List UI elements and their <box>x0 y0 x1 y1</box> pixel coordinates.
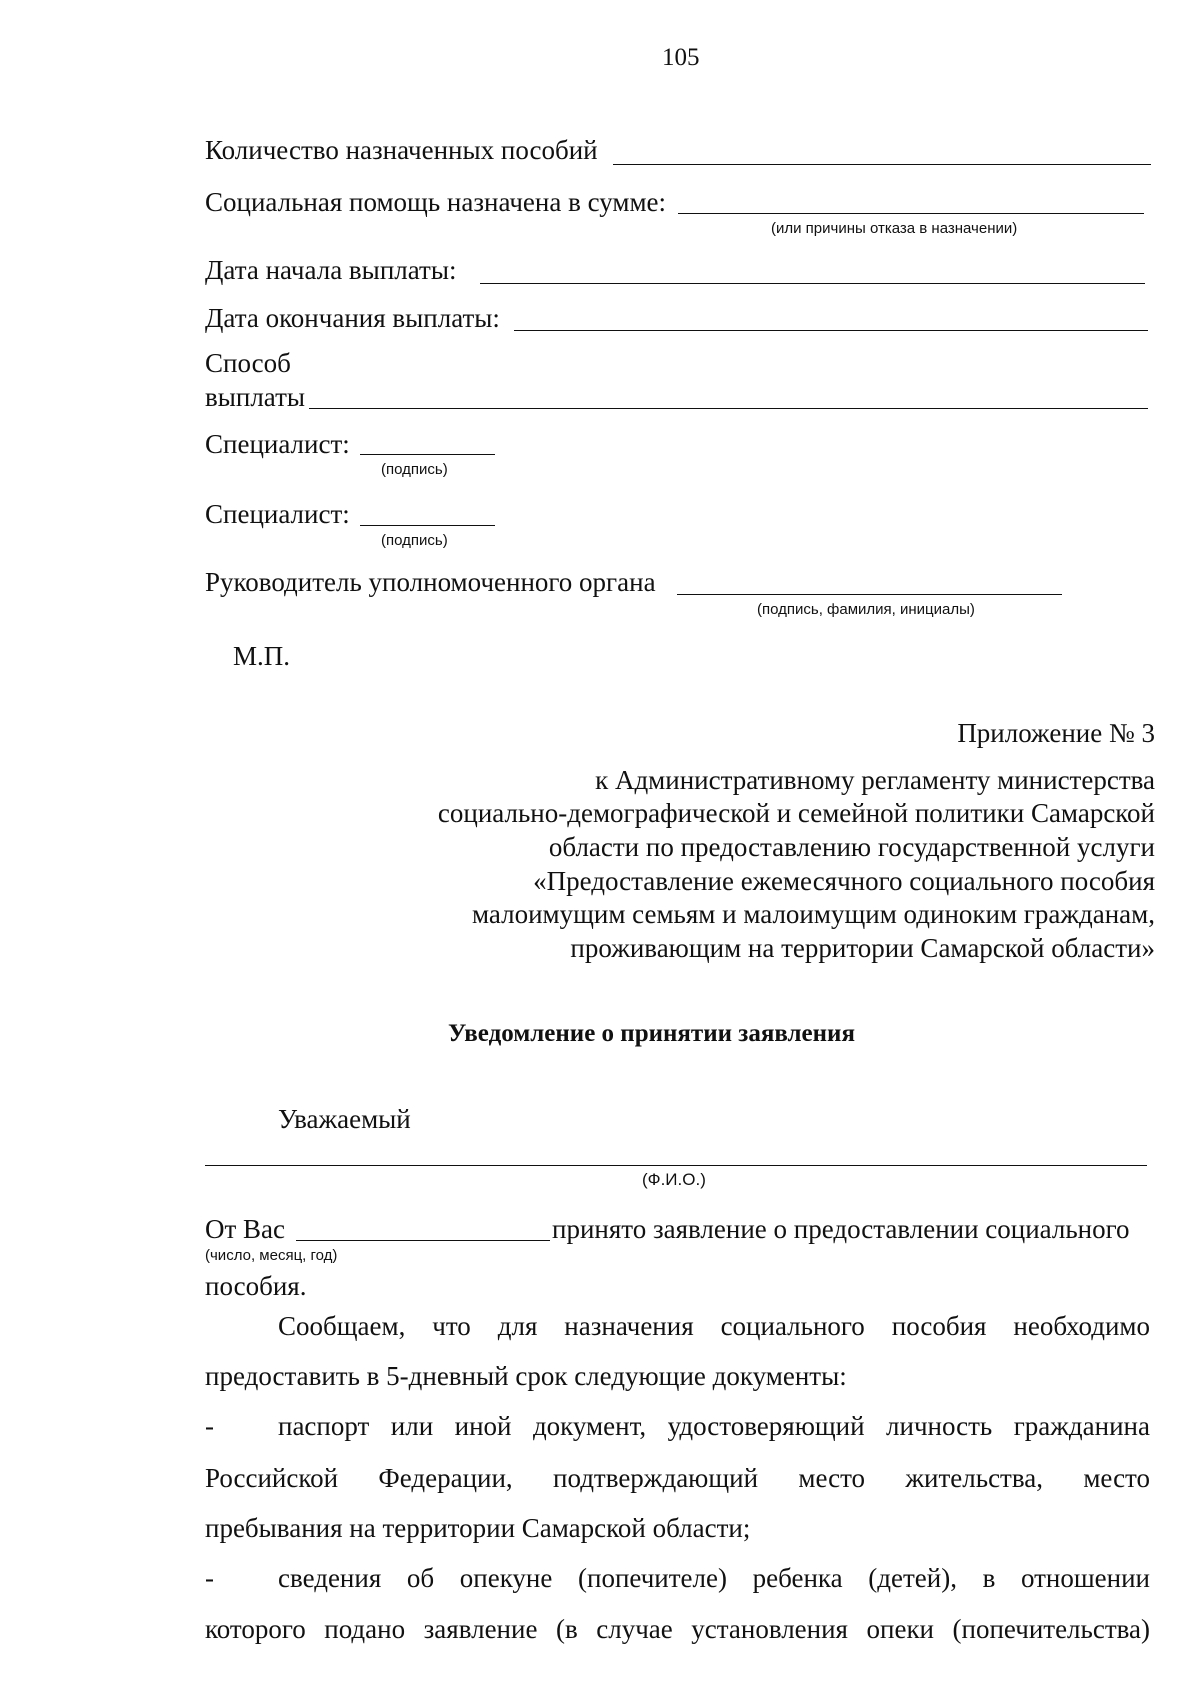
head-of-authority-signature-field[interactable] <box>677 594 1062 595</box>
specialist-1-signature-field[interactable] <box>360 454 495 455</box>
start-date-field[interactable] <box>480 283 1145 284</box>
social-aid-caption: (или причины отказа в назначении) <box>771 220 1018 237</box>
end-date-field[interactable] <box>514 330 1148 331</box>
appendix-line-4: «Предоставление ежемесячного социального пособия <box>533 866 1155 896</box>
bullet-2-line-2: которого подано заявление (в случае установления опеки (попечительства) <box>205 1614 1150 1644</box>
social-aid-label: Социальная помощь назначена в сумме: <box>205 187 667 217</box>
application-date-field[interactable] <box>296 1240 550 1241</box>
bullet-1-line-3: пребывания на территории Самарской области; <box>205 1513 751 1543</box>
head-of-authority-caption: (подпись, фамилия, инициалы) <box>757 601 975 618</box>
start-date-label: Дата начала выплаты: <box>205 255 457 285</box>
fio-caption: (Ф.И.О.) <box>642 1170 706 1189</box>
social-aid-field[interactable] <box>678 213 1144 214</box>
bullet-2-dash: - <box>205 1563 214 1593</box>
date-caption: (число, месяц, год) <box>205 1247 338 1264</box>
appendix-title: Приложение № 3 <box>957 718 1155 748</box>
specialist-2-caption: (подпись) <box>381 532 448 549</box>
appendix-line-3: области по предоставлению государственной услуги <box>548 832 1155 862</box>
bullet-2-line-1: сведения об опекуне (попечителе) ребенка (детей), в отношении <box>278 1563 1150 1593</box>
paragraph-1-line-1: Сообщаем, что для назначения социального пособия необходимо <box>278 1311 1150 1341</box>
notice-heading: Уведомление о принятии заявления <box>448 1020 855 1047</box>
specialist-2-label: Специалист: <box>205 499 350 529</box>
page-number: 105 <box>662 44 700 71</box>
fio-field[interactable] <box>205 1165 1147 1166</box>
benefit-word: пособия. <box>205 1271 307 1301</box>
head-of-authority-label: Руководитель уполномоченного органа <box>205 567 656 597</box>
appendix-line-6: проживающим на территории Самарской области» <box>570 933 1155 963</box>
appendix-line-1: к Административному регламенту министерства <box>595 765 1155 795</box>
salutation: Уважаемый <box>278 1104 411 1134</box>
specialist-1-caption: (подпись) <box>381 461 448 478</box>
bullet-1-dash: - <box>205 1411 214 1441</box>
paragraph-1-line-2: предоставить в 5-дневный срок следующие документы: <box>205 1361 847 1391</box>
payment-method-field[interactable] <box>309 408 1148 409</box>
from-you-label: От Вас <box>205 1214 286 1244</box>
payment-method-label-line1: Способ <box>205 348 291 378</box>
accepted-text: принято заявление о предоставлении социального <box>552 1214 1130 1244</box>
benefits-count-field[interactable] <box>613 164 1151 165</box>
specialist-2-signature-field[interactable] <box>360 525 495 526</box>
end-date-label: Дата окончания выплаты: <box>205 303 500 333</box>
specialist-1-label: Специалист: <box>205 429 350 459</box>
stamp-place: М.П. <box>233 641 291 671</box>
appendix-line-5: малоимущим семьям и малоимущим одиноким гражданам, <box>471 899 1155 929</box>
bullet-1-line-2: Российской Федерации, подтверждающий место жительства, место <box>205 1463 1150 1493</box>
appendix-line-2: социально-демографической и семейной политики Самарской <box>437 798 1155 828</box>
payment-method-label-line2: выплаты <box>205 382 306 412</box>
benefits-count-label: Количество назначенных пособий <box>205 135 598 165</box>
bullet-1-line-1: паспорт или иной документ, удостоверяющий личность гражданина <box>278 1411 1150 1441</box>
